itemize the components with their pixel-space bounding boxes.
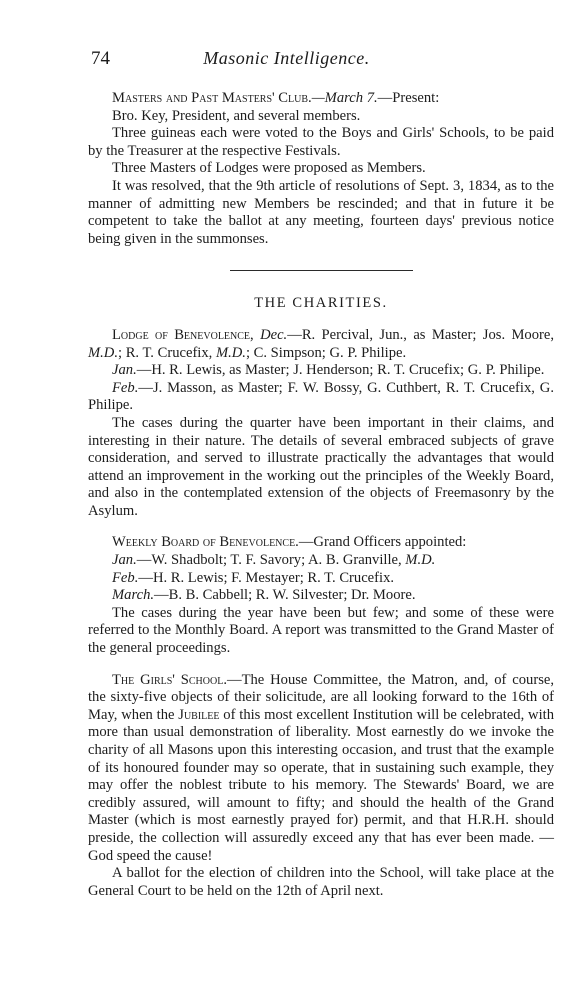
- lodge-feb-text: —J. Masson, as Master; F. W. Bossy, G. Cuthbert, R. T. Crucefix, G. Philipe.: [88, 379, 554, 414]
- weekly-jan-md: M.D.: [405, 552, 436, 569]
- weekly-march-month: March.: [112, 587, 155, 604]
- lodge-title: Lodge of Benevolence,: [112, 326, 254, 343]
- paragraph-gap: [88, 658, 554, 672]
- lodge-dec-text-3: ; C. Simpson; G. P. Philipe.: [245, 344, 407, 361]
- md-abbrev: M.D.: [215, 344, 246, 361]
- girls-paragraph-2: A ballot for the election of children into the School, will take place at the General Court to be held on the 12th of April next.: [88, 865, 554, 899]
- lodge-dec-text-2: ; R. T. Crucefix,: [118, 344, 216, 361]
- weekly-paragraph: The cases during the year have been but few; and some of these were referred to the Monthly Board. A report was transmitted to the Grand Master of the general proceedings.: [88, 604, 554, 657]
- club-paragraph-3: It was resolved, that the 9th article of resolutions of Sept. 3, 1834, as to the manner of admitting new Members be rescinded; and that in future it be competent to take the ballot at any meeting, fourteen days' previous notice being given in the summonses.: [88, 177, 554, 247]
- club-present: Bro. Key, President, and several members.: [112, 107, 361, 124]
- section-divider: [230, 270, 413, 271]
- page-number: 74: [91, 48, 110, 69]
- text-column: [88, 90, 554, 900]
- charities-heading: THE CHARITIES.: [254, 295, 388, 312]
- girls-text-start: —The House Committee, the Matron, and, of course, the sixty-five objects of their solicitude, are all looking forward to the 16th of May, when the: [88, 671, 554, 723]
- lodge-feb-line: [88, 380, 554, 415]
- weekly-title-line: [88, 534, 554, 552]
- weekly-feb-line: [88, 570, 554, 588]
- weekly-jan-text: —W. Shadbolt; T. F. Savory; A. B. Granville,: [136, 552, 406, 569]
- weekly-feb-month: Feb.: [112, 569, 139, 586]
- lodge-dec-month: Dec.: [260, 326, 288, 343]
- weekly-march-line: [88, 587, 554, 605]
- girls-text-end: of this most excellent Institution will be celebrated, with more than usual demonstration of liberality. Most earnestly do we invoke the charity of all Masons upon this interesting occasion, and trust that the example of its honoured founder may so operate, that in sustaining such example, they may offer the noblest tribute to his memory. The Stewards' Board, we are credibly assured, will amount to fifty; and should the health of the Grand Master (which is most earnestly prayed for) permit, and that H.R.H. should preside, the collection will assuredly exceed any that has ever been made. —God speed the cause!: [88, 706, 554, 864]
- weekly-jan-month: Jan.: [112, 552, 137, 569]
- jubilee-word: Jubilee: [178, 706, 220, 723]
- lodge-dec-line: [88, 327, 554, 362]
- running-header: [0, 48, 573, 74]
- club-paragraph-1: Three guineas each were voted to the Boys and Girls' Schools, to be paid by the Treasurer at the respective Festivals.: [88, 125, 554, 159]
- weekly-feb-text: —H. R. Lewis; F. Mestayer; R. T. Crucefix.: [138, 569, 395, 586]
- girls-paragraph: [88, 672, 554, 866]
- weekly-intro: —Grand Officers appointed:: [298, 534, 467, 551]
- club-title: Masters and Past Masters' Club.: [112, 90, 312, 106]
- club-date: —March 7.: [311, 90, 378, 106]
- lodge-jan-line: [88, 362, 554, 380]
- girls-title: The Girls' School.: [112, 671, 227, 688]
- lodge-jan-month: Jan.: [112, 362, 137, 379]
- club-paragraph-2: Three Masters of Lodges were proposed as Members.: [112, 160, 426, 177]
- running-title: Masonic Intelligence.: [203, 48, 370, 68]
- club-title-line: [88, 90, 554, 108]
- weekly-jan-line: [88, 552, 554, 570]
- lodge-paragraph: The cases during the quarter have been important in their claims, and interesting in their nature. The details of several embraced subjects of grave consideration, and served to illustrate practically the advantages that would attend an improvement in the working out the principles of the Weekly Board, and also in the contemplated extension of the objects of Freemasonry by the Asylum.: [88, 414, 554, 519]
- club-intro: —Present:: [377, 90, 440, 106]
- lodge-feb-month: Feb.: [112, 379, 139, 396]
- md-abbrev: M.D.: [88, 344, 118, 361]
- weekly-title: Weekly Board of Benevolence.: [112, 534, 299, 551]
- weekly-march-text: —B. B. Cabbell; R. W. Silvester; Dr. Moore.: [154, 587, 416, 604]
- lodge-jan-text: —H. R. Lewis, as Master; J. Henderson; R. T. Crucefix; G. P. Philipe.: [136, 362, 545, 379]
- paragraph-gap: [88, 520, 554, 534]
- lodge-dec-text: —R. Percival, Jun., as Master; Jos. Moore,: [287, 326, 555, 343]
